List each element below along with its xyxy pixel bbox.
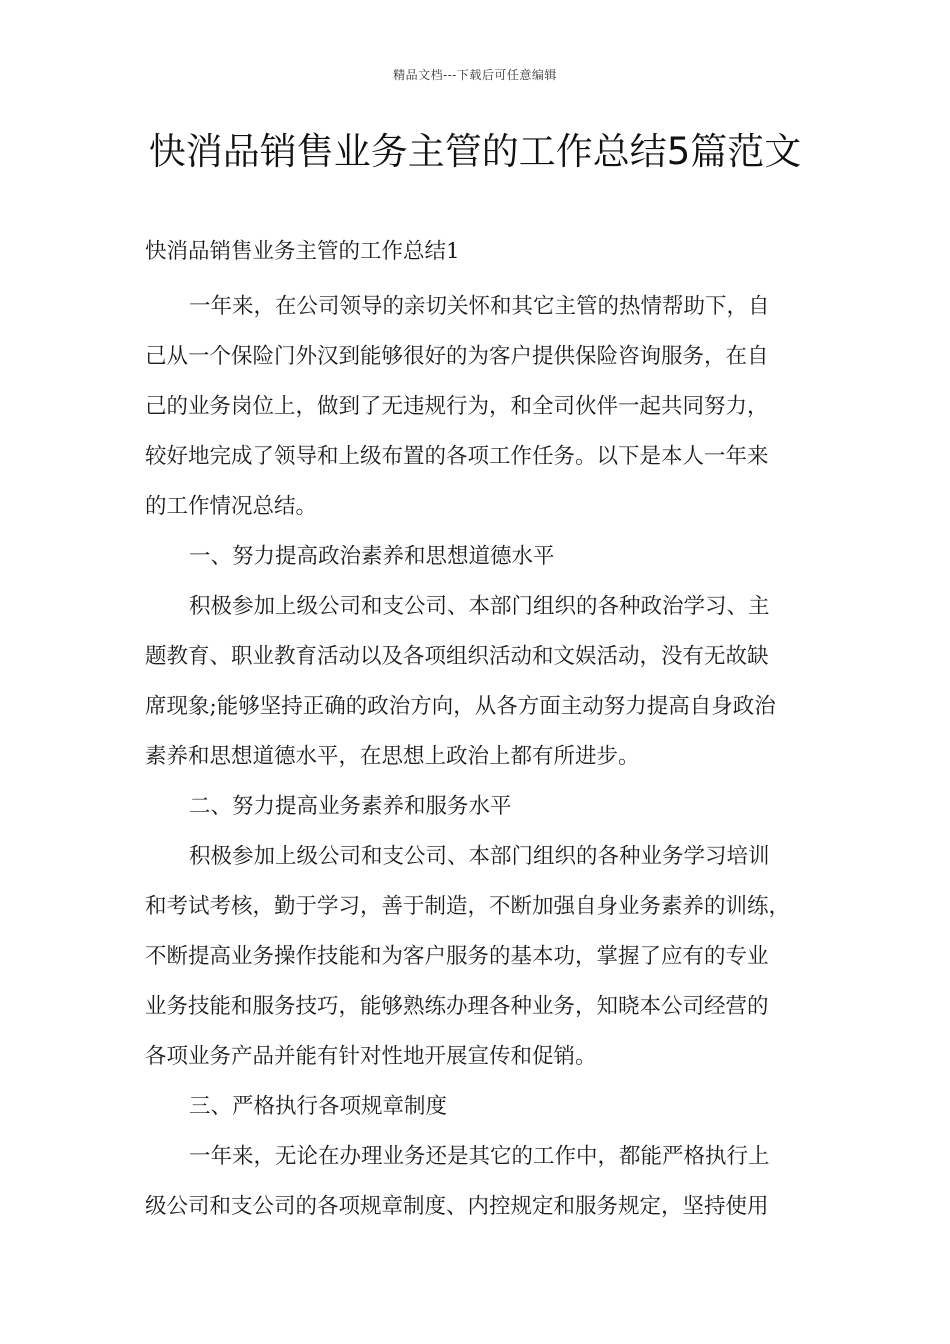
section-heading: 二、努力提高业务素养和服务水平 — [189, 794, 512, 819]
paragraph-line: 不断提高业务操作技能和为客户服务的基本功，掌握了应有的专业 — [145, 944, 769, 969]
section-heading: 三、严格执行各项规章制度 — [189, 1094, 448, 1119]
paragraph-line: 己的业务岗位上，做到了无违规行为，和全司伙伴一起共同努力， — [145, 394, 769, 419]
paragraph-line: 一年来，在公司领导的亲切关怀和其它主管的热情帮助下，自 — [189, 294, 770, 319]
document-title: 快消品销售业务主管的工作总结5篇范文 — [148, 130, 802, 173]
paragraph-line: 一年来，无论在办理业务还是其它的工作中，都能严格执行上 — [189, 1144, 770, 1169]
paragraph-line: 级公司和支公司的各项规章制度、内控规定和服务规定，坚持使用 — [145, 1194, 769, 1219]
paragraph-line: 席现象;能够坚持正确的政治方向，从各方面主动努力提高自身政治 — [145, 694, 776, 719]
paragraph-line: 各项业务产品并能有针对性地开展宣传和促销。 — [145, 1044, 597, 1069]
paragraph-line: 积极参加上级公司和支公司、本部门组织的各种业务学习培训 — [189, 844, 770, 869]
paragraph-line: 较好地完成了领导和上级布置的各项工作任务。以下是本人一年来 — [145, 444, 769, 469]
paragraph-line: 素养和思想道德水平，在思想上政治上都有所进步。 — [145, 744, 640, 769]
paragraph-line: 题教育、职业教育活动以及各项组织活动和文娱活动，没有无故缺 — [145, 644, 769, 669]
paragraph-line: 积极参加上级公司和支公司、本部门组织的各种政治学习、主 — [189, 594, 770, 619]
section-heading: 一、努力提高政治素养和思想道德水平 — [189, 544, 555, 569]
section-subtitle: 快消品销售业务主管的工作总结1 — [145, 239, 460, 264]
paragraph-line: 业务技能和服务技巧，能够熟练办理各种业务，知晓本公司经营的 — [145, 994, 769, 1019]
document-body — [145, 232, 805, 1232]
paragraph-line: 的工作情况总结。 — [145, 494, 318, 519]
paragraph-line: 己从一个保险门外汉到能够很好的为客户提供保险咨询服务，在自 — [145, 344, 769, 369]
paragraph-line: 和考试考核，勤于学习，善于制造，不断加强自身业务素养的训练， — [145, 894, 791, 919]
header-note: 精品文档---下载后可任意编辑 — [393, 68, 557, 82]
